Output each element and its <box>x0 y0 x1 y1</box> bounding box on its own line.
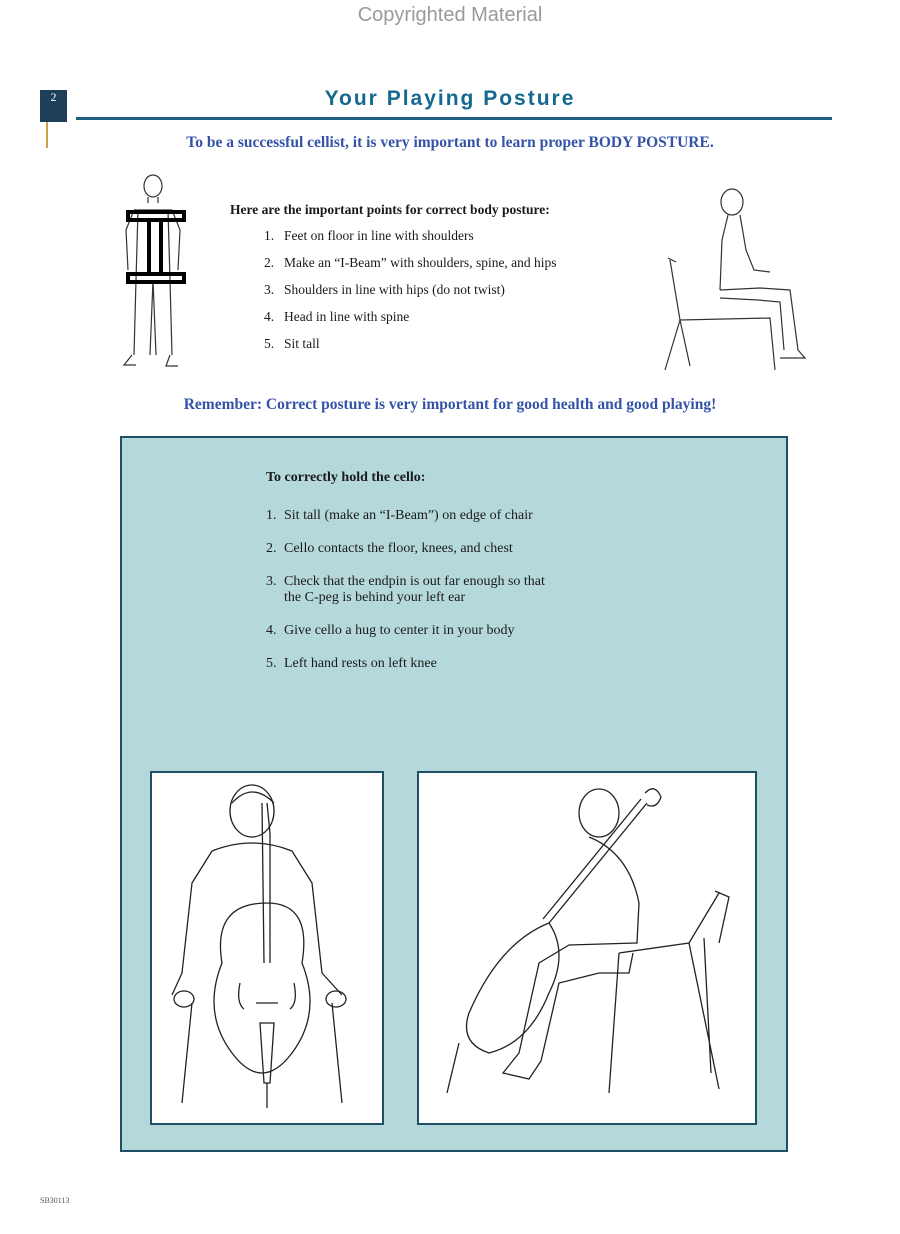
list-item: 2. Make an “I-Beam” with shoulders, spine, and hips <box>264 255 557 270</box>
page-subtitle: To be a successful cellist, it is very important to learn proper BODY POSTURE. <box>186 134 714 151</box>
list-item: 5. Left hand rests on left knee <box>266 656 437 671</box>
page-number-badge: 2 <box>40 90 67 122</box>
cellist-front-view-illustration <box>150 771 384 1125</box>
list-item: 4. Give cello a hug to center it in your body <box>266 623 515 638</box>
catalog-code: SB30113 <box>40 1196 70 1205</box>
cellist-side-view-illustration <box>417 771 757 1125</box>
list-item: 1. Sit tall (make an “I-Beam”) on edge of chair <box>266 508 533 523</box>
copyright-watermark: Copyrighted Material <box>357 4 543 26</box>
list-item: 4. Head in line with spine <box>264 309 410 324</box>
posture-points-list <box>264 228 557 363</box>
standing-posture-illustration <box>118 170 198 380</box>
list-item: 3. Shoulders in line with hips (do not twist) <box>264 282 505 297</box>
list-item: 1. Feet on floor in line with shoulders <box>264 228 474 243</box>
list-item: 5. Sit tall <box>264 336 320 351</box>
cello-hold-heading: To correctly hold the cello: <box>266 470 426 485</box>
title-divider <box>76 117 832 120</box>
remember-note: Remember: Correct posture is very important for good health and good playing! <box>183 396 717 413</box>
sitting-posture-illustration <box>650 180 810 380</box>
list-item: 3. Check that the endpin is out far enough so that the C-peg is behind your left ear <box>266 574 545 605</box>
page-title: Your Playing Posture <box>324 87 576 110</box>
posture-points-heading: Here are the important points for correct body posture: <box>230 202 550 217</box>
list-item: 2. Cello contacts the floor, knees, and chest <box>266 541 513 556</box>
cello-hold-steps <box>266 508 545 689</box>
